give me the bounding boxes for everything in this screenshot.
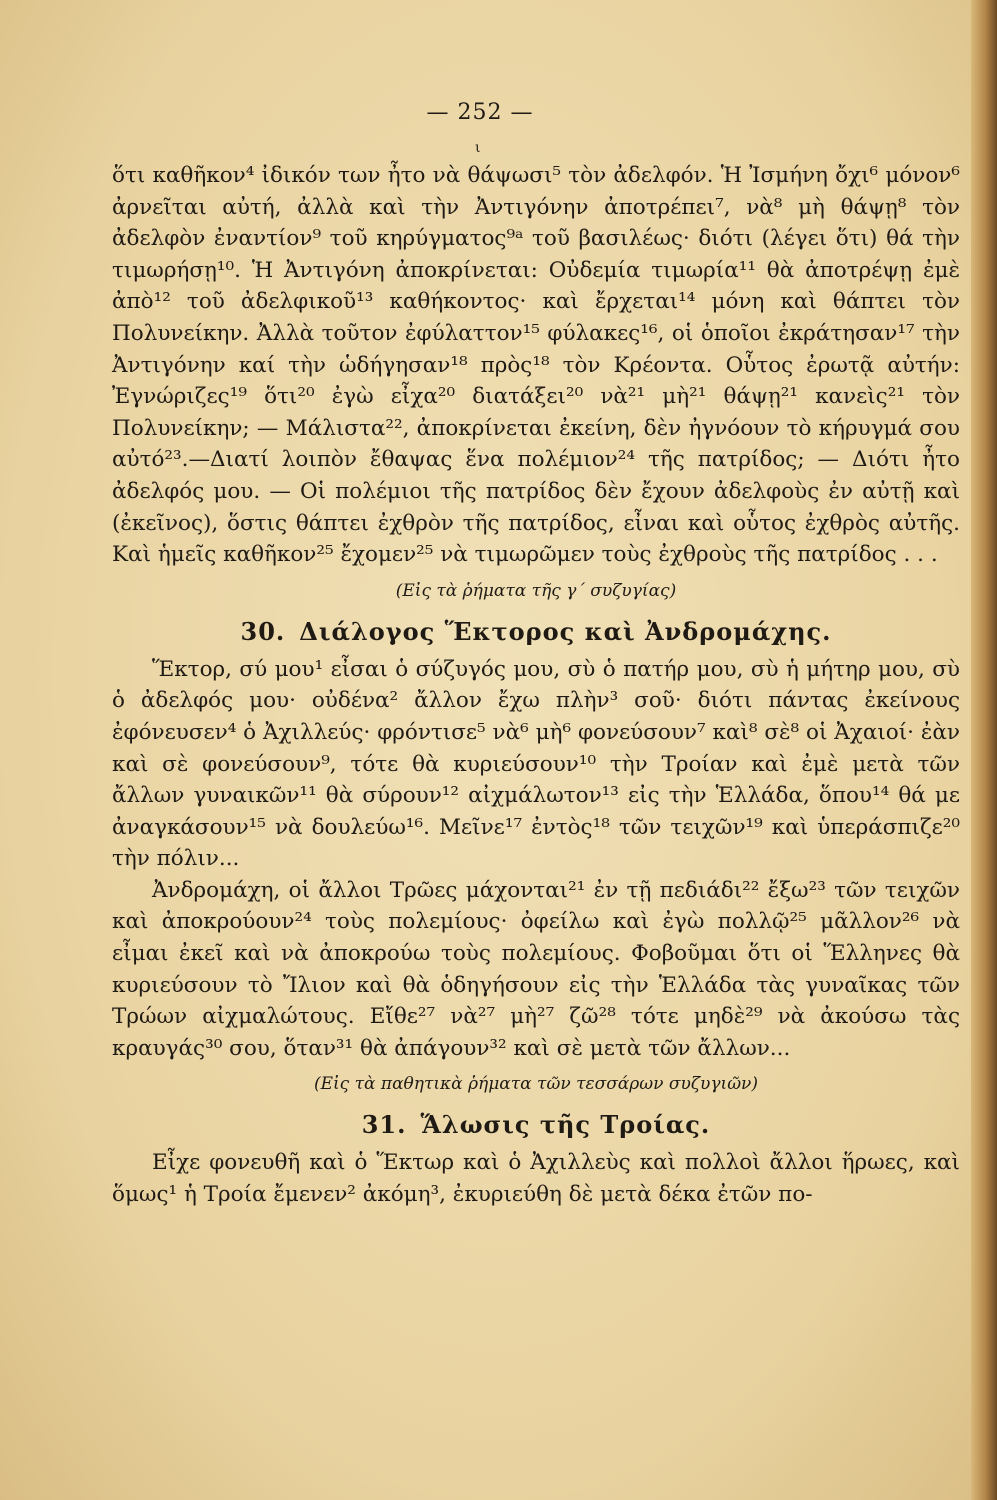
section-30-paragraph-1: Ἕκτορ, σύ μου¹ εἶσαι ὁ σύζυγός μου, σὺ ὁ πατήρ μου, σὺ ἡ μήτηρ μου, σὺ ὁ ἀδελφός μου· οὐδένα² ἄλλον ἔχω πλὴν³ σοῦ· διότι πάντας ἐκείνους ἐφόνευσεν⁴ ὁ Ἀχιλλεύς· φρόντισε⁵ νὰ⁶ μὴ⁶ φονεύσουν⁷ καὶ⁸ σὲ⁸ οἱ Ἀχαιοί· ἐὰν καὶ σὲ φονεύσουν⁹, τότε θὰ κυριεύσουν¹⁰ τὴν Τροίαν καὶ ἐμὲ μετὰ τῶν ἄλλων γυναικῶν¹¹ θὰ σύρουν¹² αἰχμάλωτον¹³ εἰς τὴν Ἑλλάδα, ὅπου¹⁴ θά με ἀναγκάσουν¹⁵ νὰ δουλεύω¹⁶. Μεῖνε¹⁷ ἐντὸς¹⁸ τῶν τειχῶν¹⁹ καὶ ὑπεράσπιζε²⁰ τὴν πόλιν... — [112, 656, 960, 872]
section-29-paragraph: ὅτι καθῆκον⁴ ἰδικόν των ἦτο νὰ θάψωσι⁵ τὸν ἀδελφόν. Ἡ Ἰσμήνη ὄχι⁶ μόνον⁶ ἀρνεῖται αὐτή, ἀλλὰ καὶ τὴν Ἀντιγόνην ἀποτρέπει⁷, νὰ⁸ μὴ θάψῃ⁸ τὸν ἀδελφὸν ἐναντίον⁹ τοῦ κηρύγματος⁹ᵃ τοῦ βασιλέως· διότι (λέγει ὅτι) θά τὴν τιμωρήσῃ¹⁰. Ἡ Ἀντιγόνη ἀποκρίνεται: Οὐδεμία τιμωρία¹¹ θὰ ἀποτρέψῃ ἐμὲ ἀπὸ¹² τοῦ ἀδελφικοῦ¹³ καθήκοντος· καὶ ἔρχεται¹⁴ μόνη καὶ θάπτει τὸν Πολυνείκην. Ἀλλὰ τοῦτον ἐφύλαττον¹⁵ φύλακες¹⁶, οἱ ὁποῖοι ἐκράτησαν¹⁷ τὴν Ἀντιγόνην καί τὴν ὡδήγησαν¹⁸ πρὸς¹⁸ τὸν Κρέοντα. Οὗτος ἐρωτᾷ αὐτήν: Ἐγνώριζες¹⁹ ὅτι²⁰ ἐγὼ εἶχα²⁰ διατάξει²⁰ νὰ²¹ μὴ²¹ θάψῃ²¹ κανεὶς²¹ τὸν Πολυνείκην; — Μάλιστα²², ἀποκρίνεται ἐκείνη, δὲν ἠγνόουν τὸ κήρυγμά σου αὐτό²³.—Διατί λοιπὸν ἔθαψας ἕνα πολέμιον²⁴ τῆς πατρίδος; — Διότι ἦτο ἀδελφός μου. — Οἱ πολέμιοι τῆς πατρίδος δὲν ἔχουν ἀδελφοὺς ἐν αὐτῇ καὶ (ἐκεῖνος), ὅστις θάπτει ἐχθρὸν τῆς πατρίδος, εἶναι καὶ οὗτος ἐχθρὸς αὐτῆς. Καὶ ἡμεῖς καθῆκον²⁵ ἔχομεν²⁵ νὰ τιμωρῶμεν τοὺς ἐχθροὺς τῆς πατρίδος . . . — [112, 163, 960, 568]
section-30-paragraph-2: Ἀνδρομάχη, οἱ ἄλλοι Τρῶες μάχονται²¹ ἐν τῇ πεδιάδι²² ἔξω²³ τῶν τειχῶν καὶ ἀποκρούουν²⁴ τοὺς πολεμίους· ὀφείλω καὶ ἐγὼ πολλῷ²⁵ μᾶλλον²⁶ νὰ εἶμαι ἐκεῖ καὶ νὰ ἀποκρούω τοὺς πολεμίους. Φοβοῦμαι ὅτι οἱ Ἕλληνες θὰ κυριεύσουν τὸ Ἴλιον καὶ θὰ ὁδηγήσουν εἰς τὴν Ἑλλάδα τὰς γυναῖκας τῶν Τρώων αἰχμαλώτους. Εἴθε²⁷ νὰ²⁷ μὴ²⁷ ζῶ²⁸ τότε μηδὲ²⁹ νὰ ἀκούσω τὰς κραυγάς³⁰ σου, ὅταν³¹ θὰ ἀπάγουν³² καὶ σὲ μετὰ τῶν ἄλλων... — [112, 877, 960, 1061]
section-30-number: 30. — [240, 616, 286, 646]
page-body — [112, 160, 960, 1211]
section-30-title: Διάλογος Ἕκτορος καὶ Ἀνδρομάχης. — [299, 616, 832, 646]
section-30-grammar-note: (Εἰς τὰ παθητικὰ ῥήματα τῶν τεσσάρων συζυγιῶν) — [313, 1074, 759, 1095]
section-31-title: Ἅλωσις τῆς Τροίας. — [420, 1110, 711, 1140]
section-31-number: 31. — [361, 1110, 407, 1140]
section-31-heading — [112, 1110, 960, 1139]
page-binding-edge — [971, 0, 997, 1500]
section-29-grammar-note: (Εἰς τὰ ῥήματα τῆς γ΄ συζυγίας) — [395, 580, 677, 601]
ink-speck: ι — [475, 140, 481, 156]
section-31-paragraph: Εἶχε φονευθῆ καὶ ὁ Ἕκτωρ καὶ ὁ Ἀχιλλεὺς καὶ πολλοὶ ἄλλοι ἥρωες, καὶ ὅμως¹ ἡ Τροία ἔμενεν² ἀκόμη³, ἐκυριεύθη δὲ μετὰ δέκα ἐτῶν πο- — [112, 1150, 960, 1208]
page-number: — 252 — — [426, 100, 534, 125]
section-30-heading — [112, 617, 960, 646]
